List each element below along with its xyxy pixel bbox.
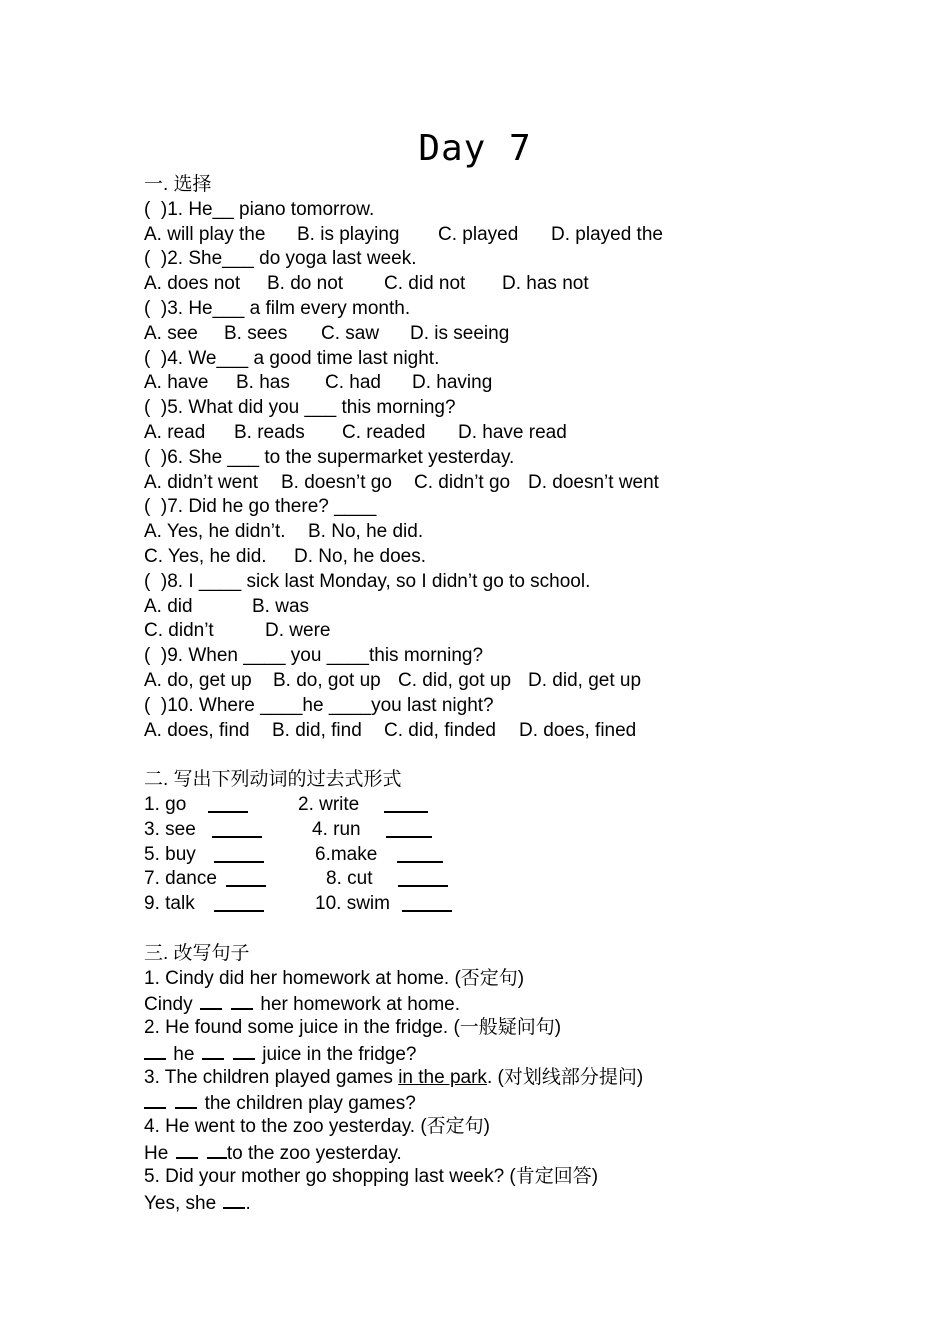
- option: D. has not: [502, 273, 589, 295]
- section-heading-choice: 一. 选择: [144, 174, 212, 195]
- question-stem: ( )6. She ___ to the supermarket yesterday.: [144, 446, 515, 468]
- rewrite-sentence: [144, 1066, 844, 1091]
- sentence-text: 3. The children played games: [144, 1066, 399, 1088]
- option: D. did, get up: [528, 669, 642, 691]
- question-options: [144, 223, 844, 248]
- question-options: [144, 371, 844, 396]
- verb-item: 8. cut: [326, 868, 373, 890]
- verb-item: 2. write: [298, 793, 360, 815]
- option: A. didn’t went: [144, 471, 259, 493]
- worksheet-content: [144, 173, 844, 1214]
- rewrite-answer: [144, 1140, 844, 1165]
- question-stem: ( )4. We___ a good time last night.: [144, 347, 440, 369]
- answer-text: her homework at home.: [260, 994, 461, 1016]
- sentence-text: . (对划线部分提问): [486, 1066, 644, 1088]
- option: A. see: [144, 322, 198, 344]
- question-options: [144, 719, 844, 744]
- answer-text: he: [173, 1043, 195, 1065]
- verb-item: 7. dance: [144, 868, 217, 890]
- answer-blank: [223, 1190, 245, 1209]
- option: A. does, find: [144, 719, 250, 741]
- option: D. having: [412, 372, 493, 394]
- answer-blank: [233, 1041, 255, 1060]
- answer-text: He: [144, 1143, 169, 1165]
- option: A. do, get up: [144, 669, 252, 691]
- verb-row: [144, 843, 844, 868]
- answer-text: .: [245, 1192, 251, 1214]
- option: D. were: [265, 620, 331, 642]
- answer-blank: [214, 910, 264, 912]
- answer-blank: [200, 991, 222, 1010]
- question-stem: ( )9. When ____ you ____this morning?: [144, 645, 484, 667]
- page-title: Day 7: [418, 128, 532, 169]
- option: D. doesn’t went: [528, 471, 659, 493]
- rewrite-answer: [144, 1041, 844, 1066]
- option: B. is playing: [297, 223, 400, 245]
- answer-blank: [176, 1140, 198, 1159]
- option: D. is seeing: [410, 322, 510, 344]
- verb-item: 4. run: [312, 818, 361, 840]
- question-stem: ( )1. He__ piano tomorrow.: [144, 198, 375, 220]
- option: D. played the: [551, 223, 663, 245]
- option: C. did not: [384, 273, 466, 295]
- question-stem: ( )2. She___ do yoga last week.: [144, 248, 417, 270]
- option: A. Yes, he didn’t.: [144, 521, 286, 543]
- question-stem: ( )10. Where ____he ____you last night?: [144, 694, 494, 716]
- option: C. had: [325, 372, 381, 394]
- question-stem: ( )7. Did he go there? ____: [144, 496, 377, 518]
- verb-row: [144, 818, 844, 843]
- rewrite-sentence: 4. He went to the zoo yesterday. (否定句): [144, 1116, 491, 1138]
- answer-blank: [212, 836, 262, 838]
- answer-text: to the zoo yesterday.: [226, 1143, 402, 1165]
- rewrite-answer: [144, 1090, 844, 1115]
- option: B. reads: [234, 421, 305, 443]
- question-stem: ( )3. He___ a film every month.: [144, 297, 411, 319]
- verb-item: 6.make: [315, 843, 378, 865]
- verb-item: 1. go: [144, 793, 187, 815]
- option: B. has: [236, 372, 290, 394]
- option: C. readed: [342, 421, 426, 443]
- answer-blank: [207, 1140, 227, 1159]
- option: A. read: [144, 421, 206, 443]
- option: B. sees: [224, 322, 288, 344]
- question-options: [144, 619, 844, 644]
- verb-row: [144, 867, 844, 892]
- verb-row: [144, 793, 844, 818]
- rewrite-sentence: 2. He found some juice in the fridge. (一般疑问句): [144, 1017, 562, 1039]
- answer-blank: [214, 861, 264, 863]
- answer-blank: [144, 1041, 166, 1060]
- option: C. did, got up: [398, 669, 512, 691]
- verb-item: 5. buy: [144, 843, 196, 865]
- option: B. was: [252, 595, 310, 617]
- answer-blank: [208, 811, 248, 813]
- option: A. does not: [144, 273, 241, 295]
- rewrite-sentence: 1. Cindy did her homework at home. (否定句): [144, 967, 525, 989]
- answer-blank: [397, 861, 443, 863]
- question-options: [144, 545, 844, 570]
- option: A. will play the: [144, 223, 266, 245]
- question-options: [144, 669, 844, 694]
- option: D. does, fined: [519, 719, 637, 741]
- answer-text: Yes, she: [144, 1192, 217, 1214]
- option: D. No, he does.: [294, 545, 427, 567]
- section-heading-past-tense: 二. 写出下列动词的过去式形式: [144, 769, 402, 791]
- option: A. have: [144, 372, 209, 394]
- question-options: [144, 421, 844, 446]
- option: C. didn’t: [144, 620, 214, 642]
- question-options: [144, 520, 844, 545]
- option: C. played: [438, 223, 519, 245]
- section-heading-rewrite: 三. 改写句子: [144, 942, 250, 964]
- question-options: [144, 595, 844, 620]
- answer-blank: [144, 1090, 166, 1109]
- option: B. No, he did.: [308, 521, 424, 543]
- answer-blank: [402, 910, 452, 912]
- option: A. did: [144, 595, 193, 617]
- answer-text: the children play games?: [204, 1093, 416, 1115]
- answer-text: Cindy: [144, 994, 193, 1016]
- verb-item: 3. see: [144, 818, 196, 840]
- question-stem: ( )5. What did you ___ this morning?: [144, 397, 456, 419]
- answer-text: juice in the fridge?: [262, 1043, 417, 1065]
- verb-row: [144, 892, 844, 917]
- rewrite-sentence: 5. Did your mother go shopping last week? (肯定回答): [144, 1165, 599, 1187]
- answer-blank: [226, 885, 266, 887]
- underlined-phrase: in the park: [398, 1066, 487, 1088]
- answer-blank: [384, 811, 428, 813]
- option: C. saw: [321, 322, 380, 344]
- verb-item: 10. swim: [315, 893, 390, 915]
- option: B. do not: [267, 273, 344, 295]
- answer-blank: [202, 1041, 224, 1060]
- option: C. didn’t go: [414, 471, 511, 493]
- verb-item: 9. talk: [144, 893, 195, 915]
- question-options: [144, 471, 844, 496]
- answer-blank: [386, 836, 432, 838]
- answer-blank: [175, 1090, 197, 1109]
- option: B. doesn’t go: [281, 471, 392, 493]
- question-options: [144, 322, 844, 347]
- answer-blank: [231, 991, 253, 1010]
- rewrite-answer: [144, 1190, 844, 1215]
- question-stem: ( )8. I ____ sick last Monday, so I didn’t go to school.: [144, 570, 591, 592]
- option: C. Yes, he did.: [144, 545, 267, 567]
- question-options: [144, 272, 844, 297]
- option: C. did, finded: [384, 719, 496, 741]
- option: D. have read: [458, 421, 567, 443]
- rewrite-answer: [144, 991, 844, 1016]
- option: B. do, got up: [273, 669, 381, 691]
- option: B. did, find: [272, 719, 362, 741]
- answer-blank: [398, 885, 448, 887]
